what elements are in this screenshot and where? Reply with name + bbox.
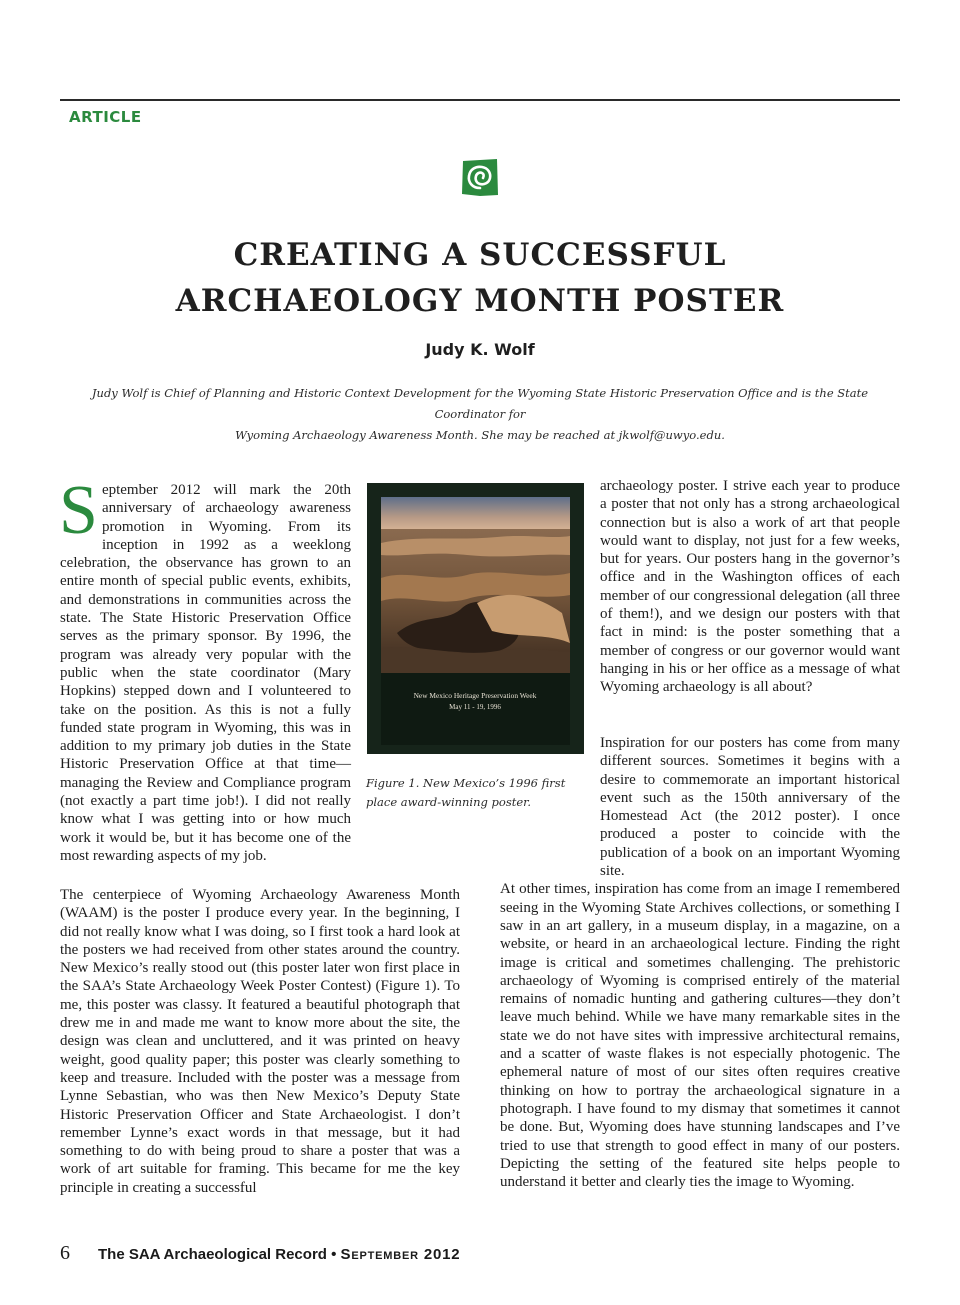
article-title bbox=[80, 232, 880, 324]
paragraph-4-bottom: At other times, inspiration has come from an image I remembered seeing in the Wyoming State Archives collections, or something I saw in an art gallery, in a museum display, in a magazine, on a website, or heard in an archaeological lecture. Finding the right image is critical and sometimes challenging. The prehistoric archaeology of Wyoming is comprised entirely of the material remains of nomadic hunting and gathering cultures—they don’t leave much behind. While we have many remarkable sites in the state we do not have sites with impressive architectural remains, and a scatter of waste flakes is not especially photogenic. The ephemeral nature of most of our sites often requires creative thinking on how to portray the archaeological signature in a photograph. I have found to my dismay that sometimes it cannot be done. But, Wyoming does have stunning landscapes and I’ve tried to use that strength to good effect in many of our posters. Depicting the setting of the featured site helps people to understand it better and clearly ties the image to Wyoming. bbox=[500, 881, 900, 1191]
paragraph-1-text: eptember 2012 will mark the 20th anniversary of archaeology awareness promotion in Wyoming. From its inception in 1992 as a weeklong celebration, the observance has grown to an entire month of special public events, exhibits, and demonstrations in communities across the state. The State Historic Preservation Office serves as the primary sponsor. By 1996, the program was already very popular with the public when the state coordinator (Mary Hopkins) stepped down and I volunteered to take on the position. As this is not a fully funded state program in Wyoming, this was in addition to my primary job duties in the State Historic Preservation Office at that time—managing the Review and Compliance program (not exactly a part time job!). I did not really know what I was getting into or how much work it would be, but it has become one of the most rewarding aspects of my job. bbox=[60, 482, 351, 864]
journal-name: The SAA Archaeological Record • bbox=[98, 1246, 341, 1263]
page-footer bbox=[60, 1242, 460, 1265]
poster-title-text: New Mexico Heritage Preservation Week bbox=[413, 691, 537, 700]
paragraph-4-top: Inspiration for our posters has come from many different sources. Sometimes it begins with a desire to commemorate an important historical event such as the 150th anniversary of the Homestead Act (the 2012 poster). I once produced a poster to coincide with the publication of a book on an important Wyoming site. bbox=[600, 735, 900, 880]
poster-date-text: May 11 - 19, 1996 bbox=[449, 703, 501, 711]
body-paragraph-2: The centerpiece of Wyoming Archaeology Awareness Month (WAAM) is the poster I produce every year. In the beginning, I did not really know what I was doing, so I first took a hard look at the posters we had received from other states around the country. New Mexico’s really stood out (this poster later won first place in the SAA’s State Archaeology Week Poster Contest) (Figure 1). To me, this poster was classy. It featured a beautiful photograph that drew me in and made me want to know more about the site, the design was clean and uncluttered, and it was printed on heavy weight, good quality paper; this poster was clearly something to keep and treasure. Included with the poster was a message from Lynne Sebastian, who was then New Mexico’s Deputy State Historic Preservation Officer and State Archaeologist. I don’t remember Lynne’s exact words in that message, but it had something to do with being proud to share a poster that was a work of art suitable for framing. This became for me the key principle in creating a successful bbox=[60, 887, 460, 1196]
author-name: Judy K. Wolf bbox=[425, 340, 535, 359]
figure-caption: Figure 1. New Mexico’s 1996 first place award-winning poster. bbox=[366, 776, 566, 809]
header-rule bbox=[60, 99, 900, 101]
title-line-1: CREATING A SUCCESSFUL bbox=[233, 237, 727, 273]
page-number: 6 bbox=[60, 1242, 70, 1264]
bio-line-2: Wyoming Archaeology Awareness Month. She may be reached at jkwolf@uwyo.edu. bbox=[235, 428, 725, 442]
title-line-2: ARCHAEOLOGY MONTH POSTER bbox=[175, 283, 785, 319]
author-bio bbox=[70, 383, 890, 446]
drop-cap: S bbox=[59, 472, 98, 549]
section-label: ARTICLE bbox=[69, 108, 142, 126]
figure-1-poster-image bbox=[367, 483, 584, 754]
bio-line-1: Judy Wolf is Chief of Planning and Historic Context Development for the Wyoming State Historic Preservation Office and is the State Coordinator for bbox=[91, 386, 869, 421]
body-paragraph-3: archaeology poster. I strive each year to produce a poster that not only has a strong archaeological connection but is also a work of art that people would want to display, not just for a few weeks, but for years. Our posters hang in the governor’s office and in the Washington offices of each member of our congressional delegation (all three of them!), and we design our posters with that fact in mind: is the poster something that a member of congress or our governor would want hanging in his or her office as a message of what Wyoming archaeology is all about? bbox=[600, 478, 900, 696]
issue-date: September 2012 bbox=[340, 1246, 461, 1263]
body-paragraph-1 bbox=[59, 472, 351, 865]
spiral-petroglyph-icon bbox=[460, 157, 500, 198]
